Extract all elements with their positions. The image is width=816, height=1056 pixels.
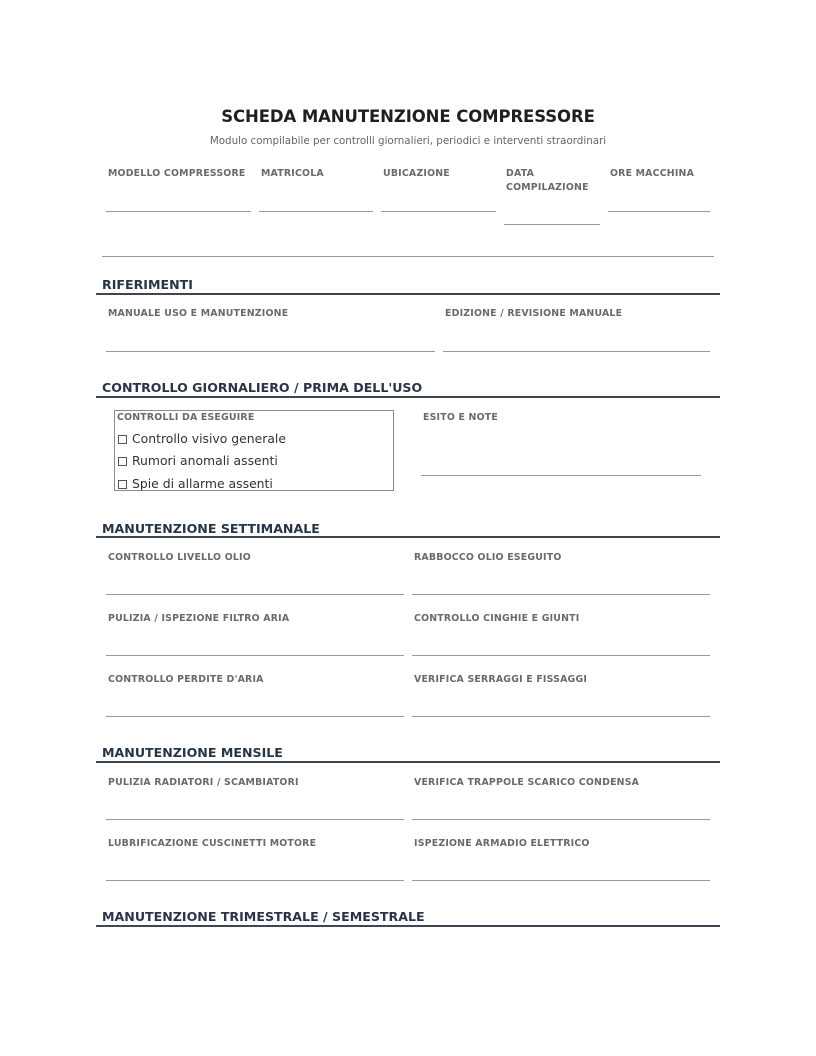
field-label-rabbocco-olio: RABBOCCO OLIO ESEGUITO bbox=[414, 552, 562, 563]
input-line-trappole-condensa[interactable] bbox=[412, 819, 710, 820]
checklist-item-label: Spie di allarme assenti bbox=[132, 476, 273, 491]
field-label-esito-note: ESITO E NOTE bbox=[423, 412, 498, 423]
input-line-cuscinetti[interactable] bbox=[106, 880, 404, 881]
checklist-item[interactable] bbox=[118, 453, 278, 468]
input-line-esito-note[interactable] bbox=[421, 475, 701, 476]
section-rule bbox=[96, 396, 720, 398]
checklist-item-label: Rumori anomali assenti bbox=[132, 453, 278, 468]
field-label-data-compilazione: DATA COMPILAZIONE bbox=[506, 168, 589, 193]
checklist-item-label: Controllo visivo generale bbox=[132, 431, 286, 446]
section-rule bbox=[96, 761, 720, 763]
field-label-modello: MODELLO COMPRESSORE bbox=[108, 168, 246, 179]
input-line-data-compilazione[interactable] bbox=[504, 224, 600, 225]
field-label-cinghie-giunti: CONTROLLO CINGHIE E GIUNTI bbox=[414, 613, 580, 624]
checklist-item[interactable] bbox=[118, 476, 273, 491]
checkbox-icon[interactable] bbox=[118, 435, 127, 444]
input-line-filtro-aria[interactable] bbox=[106, 655, 404, 656]
input-line-radiatori[interactable] bbox=[106, 819, 404, 820]
section-title-trimestrale: MANUTENZIONE TRIMESTRALE / SEMESTRALE bbox=[102, 909, 425, 924]
field-label-ore-macchina: ORE MACCHINA bbox=[610, 168, 695, 179]
section-rule bbox=[96, 925, 720, 927]
input-line-livello-olio[interactable] bbox=[106, 594, 404, 595]
field-label-livello-olio: CONTROLLO LIVELLO OLIO bbox=[108, 552, 251, 563]
input-line-armadio-elettrico[interactable] bbox=[412, 880, 710, 881]
field-label-ubicazione: UBICAZIONE bbox=[383, 168, 450, 179]
input-line-manuale[interactable] bbox=[106, 351, 435, 352]
section-title-giornaliero: CONTROLLO GIORNALIERO / PRIMA DELL'USO bbox=[102, 380, 423, 395]
field-label-serraggi: VERIFICA SERRAGGI E FISSAGGI bbox=[414, 674, 588, 685]
field-label-radiatori: PULIZIA RADIATORI / SCAMBIATORI bbox=[108, 777, 299, 788]
input-line-ore-macchina[interactable] bbox=[608, 211, 710, 212]
input-line-ubicazione[interactable] bbox=[381, 211, 496, 212]
input-line-edizione[interactable] bbox=[443, 351, 710, 352]
field-label-edizione: EDIZIONE / REVISIONE MANUALE bbox=[445, 308, 623, 319]
field-label-matricola: MATRICOLA bbox=[261, 168, 324, 179]
field-label-manuale: MANUALE USO E MANUTENZIONE bbox=[108, 308, 289, 319]
input-line-rabbocco-olio[interactable] bbox=[412, 594, 710, 595]
field-label-trappole-condensa: VERIFICA TRAPPOLE SCARICO CONDENSA bbox=[414, 777, 640, 788]
section-title-mensile: MANUTENZIONE MENSILE bbox=[102, 745, 283, 760]
field-label-armadio-elettrico: ISPEZIONE ARMADIO ELETTRICO bbox=[414, 838, 590, 849]
input-line-perdite-aria[interactable] bbox=[106, 716, 404, 717]
checkbox-icon[interactable] bbox=[118, 457, 127, 466]
checklist-header: CONTROLLI DA ESEGUIRE bbox=[117, 412, 255, 423]
section-title-riferimenti: RIFERIMENTI bbox=[102, 277, 193, 292]
field-label-filtro-aria: PULIZIA / ISPEZIONE FILTRO ARIA bbox=[108, 613, 290, 624]
input-line-cinghie-giunti[interactable] bbox=[412, 655, 710, 656]
checkbox-icon[interactable] bbox=[118, 480, 127, 489]
input-line-modello[interactable] bbox=[106, 211, 251, 212]
input-line-serraggi[interactable] bbox=[412, 716, 710, 717]
section-rule bbox=[96, 293, 720, 295]
section-title-settimanale: MANUTENZIONE SETTIMANALE bbox=[102, 521, 320, 536]
field-label-cuscinetti: LUBRIFICAZIONE CUSCINETTI MOTORE bbox=[108, 838, 317, 849]
field-label-perdite-aria: CONTROLLO PERDITE D'ARIA bbox=[108, 674, 264, 685]
page-subtitle: Modulo compilabile per controlli giornalieri, periodici e interventi straordinari bbox=[209, 135, 607, 147]
page-title: SCHEDA MANUTENZIONE COMPRESSORE bbox=[221, 107, 595, 126]
input-line-matricola[interactable] bbox=[259, 211, 373, 212]
section-rule bbox=[96, 536, 720, 538]
checklist-item[interactable] bbox=[118, 431, 286, 446]
header-divider bbox=[102, 256, 714, 257]
